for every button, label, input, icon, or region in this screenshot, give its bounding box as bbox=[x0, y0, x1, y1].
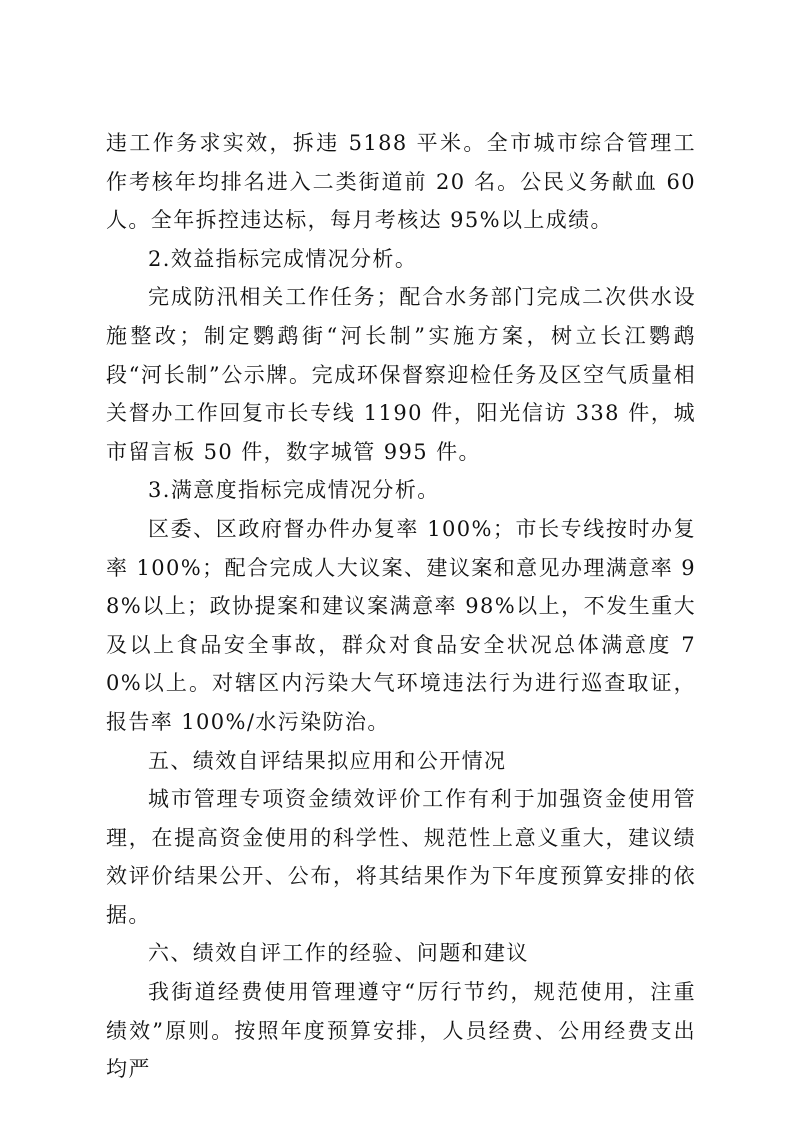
paragraph-demolition-results: 违工作务求实效，拆违 5188 平米。全市城市综合管理工作考核年均排名进入二类街道前 20 名。公民义务献血 60 人。全年拆控违达标，每月考核达 95%以上成绩。 bbox=[106, 131, 696, 233]
section-heading-five: 五、绩效自评结果拟应用和公开情况 bbox=[148, 748, 507, 773]
paragraph-experience: 我街道经费使用管理遵守“厉行节约，规范使用，注重绩效”原则。按照年度预算安排，人员经费、公用经费支出均严 bbox=[106, 980, 696, 1082]
heading-satisfaction-indicators: 3.满意度指标完成情况分析。 bbox=[148, 478, 440, 503]
paragraph-result-application: 城市管理专项资金绩效评价工作有利于加强资金使用管理，在提高资金使用的科学性、规范性上意义重大，建议绩效评价结果公开、公布，将其结果作为下年度预算安排的依据。 bbox=[106, 787, 696, 927]
paragraph-satisfaction-details: 区委、区政府督办件办复率 100%；市长专线按时办复率 100%；配合完成人大议案、建议案和意见办理满意率 98%以上；政协提案和建议案满意率 98%以上，不发生重大及以上食品安全事故，群众对食品安全状况总体满意度 70%以上。对辖区内污染大气环境违法行为进行巡查取证，报告率 100%/水污染防治。 bbox=[106, 516, 696, 734]
heading-benefit-indicators: 2.效益指标完成情况分析。 bbox=[148, 246, 418, 271]
document-body bbox=[106, 124, 696, 1089]
section-heading-six: 六、绩效自评工作的经验、问题和建议 bbox=[148, 941, 529, 966]
paragraph-benefit-details: 完成防汛相关工作任务；配合水务部门完成二次供水设施整改；制定鹦鹉街“河长制”实施方案，树立长江鹦鹉段“河长制”公示牌。完成环保督察迎检任务及区空气质量相关督办工作回复市长专线 1190 件，阳光信访 338 件，城市留言板 50 件，数字城管 995 件。 bbox=[106, 285, 697, 464]
